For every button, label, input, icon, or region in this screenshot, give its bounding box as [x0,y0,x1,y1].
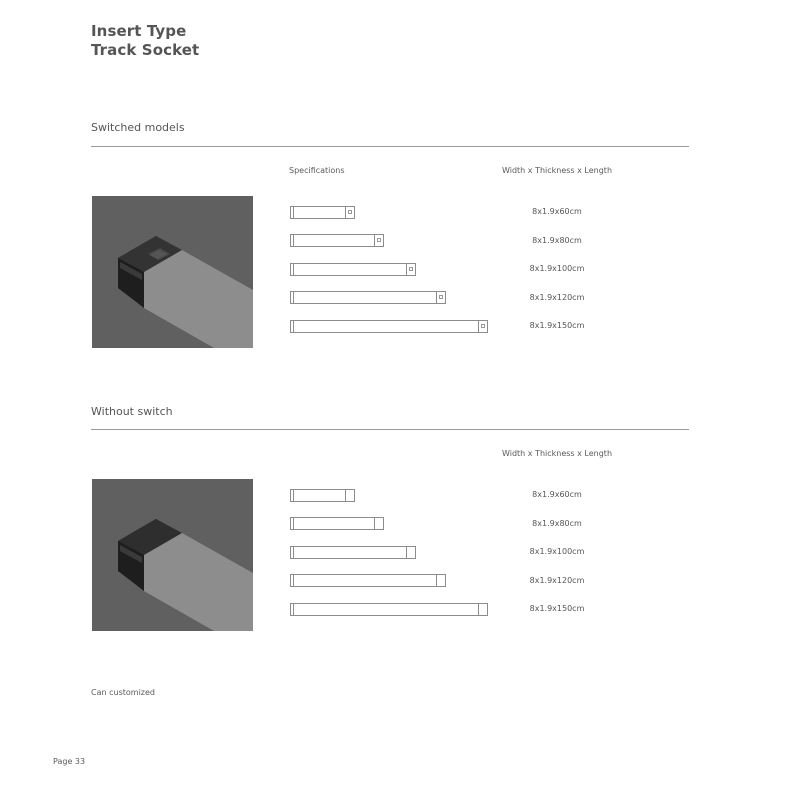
size-label: 8x1.9x100cm [529,547,585,556]
page-number: Page 33 [53,757,86,766]
switch-icon [439,295,443,299]
switch-cap [478,321,487,332]
column-header-dimensions: Width x Thickness x Length [502,449,613,458]
spec-bar-60cm [290,489,355,502]
spec-bar-120cm [290,574,446,587]
bar-end [292,321,294,332]
end-cap [345,490,354,501]
bar-end [292,264,294,275]
section-label-without-switch: Without switch [91,405,173,418]
switch-cap [436,292,445,303]
bar-end [292,547,294,558]
end-cap [436,575,445,586]
column-header-specifications: Specifications [289,166,345,175]
bar-end [292,235,294,246]
spec-bar-150cm [290,603,488,616]
customization-note: Can customized [91,688,155,697]
size-label: 8x1.9x60cm [532,207,582,216]
size-label: 8x1.9x120cm [529,576,585,585]
size-label: 8x1.9x80cm [532,519,582,528]
column-header-dimensions: Width x Thickness x Length [502,166,613,175]
bar-end [292,207,294,218]
section-divider-without-switch [91,429,689,430]
switch-cap [406,264,415,275]
spec-bar-80cm-switched [290,234,384,247]
spec-bar-150cm-switched [290,320,488,333]
section-divider-switched [91,146,689,147]
page-title [91,22,199,60]
size-label: 8x1.9x80cm [532,236,582,245]
size-label: 8x1.9x120cm [529,293,585,302]
bar-end [292,604,294,615]
spec-bar-100cm [290,546,416,559]
spec-bar-60cm-switched [290,206,355,219]
end-cap [478,604,487,615]
title-line-2: Track Socket [91,41,200,59]
size-label: 8x1.9x60cm [532,490,582,499]
product-image-without-switch [92,479,253,631]
end-cap [374,518,383,529]
switch-cap [374,235,383,246]
spec-bar-120cm-switched [290,291,446,304]
spec-bar-100cm-switched [290,263,416,276]
size-label: 8x1.9x100cm [529,264,585,273]
section-label-switched: Switched models [91,121,185,134]
switch-icon [409,267,413,271]
spec-bar-80cm [290,517,384,530]
bar-end [292,518,294,529]
title-line-1: Insert Type [91,22,187,40]
product-image-switched [92,196,253,348]
size-label: 8x1.9x150cm [529,321,585,330]
switch-icon [348,210,352,214]
end-cap [406,547,415,558]
bar-end [292,292,294,303]
switch-icon [377,238,381,242]
switch-icon [481,324,485,328]
switch-cap [345,207,354,218]
size-label: 8x1.9x150cm [529,604,585,613]
bar-end [292,575,294,586]
bar-end [292,490,294,501]
